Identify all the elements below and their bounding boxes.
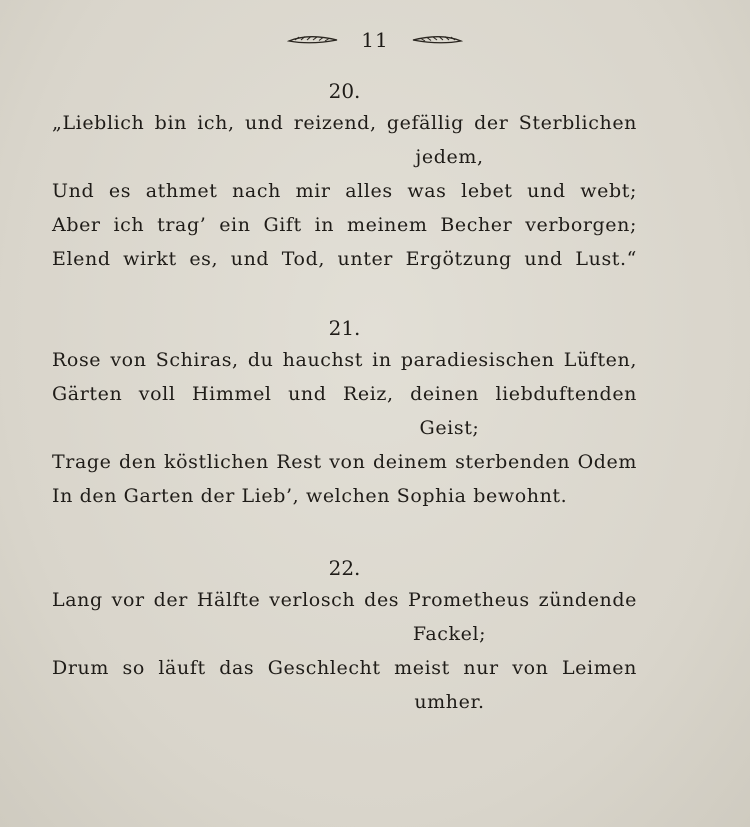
verse-line: In den Garten der Lieb’, welchen Sophia bewohnt.	[52, 485, 568, 507]
verse-line: Trage den köstlichen Rest von deinem sterbenden Odem	[52, 451, 637, 473]
poem-21	[52, 313, 637, 513]
verse-line: Lang vor der Hälfte verlosch des Prometheus zündende	[52, 589, 637, 611]
page-number: 11	[361, 28, 389, 52]
verse-line-continuation: jedem,	[415, 146, 484, 168]
verse-line-continuation: umher.	[414, 691, 485, 713]
feather-ornament-icon	[287, 34, 339, 46]
verse-line: Rose von Schiras, du hauchst in paradiesischen Lüften,	[52, 349, 637, 371]
poem-number: 22.	[328, 556, 361, 580]
verse-line-continuation: Fackel;	[412, 623, 487, 645]
verse-line: Aber ich trag’ ein Gift in meinem Becher verborgen;	[52, 214, 637, 236]
poem-number: 21.	[328, 316, 361, 340]
feather-ornament-icon	[411, 34, 463, 46]
verse-line-continuation: Geist;	[419, 417, 480, 439]
poem-number: 20.	[328, 79, 361, 103]
verse-line: Elend wirkt es, und Tod, unter Ergötzung und Lust.“	[52, 248, 637, 270]
verse-line: Und es athmet nach mir alles was lebet und webt;	[52, 180, 637, 202]
verse-line: „Lieblich bin ich, und reizend, gefällig der Sterblichen	[52, 112, 637, 134]
page-header	[0, 28, 750, 52]
verse-line: Gärten voll Himmel und Reiz, deinen liebduftenden	[52, 383, 637, 405]
poem-22	[52, 553, 637, 719]
verse-line: Drum so läuft das Geschlecht meist nur von Leimen	[52, 657, 637, 679]
poem-20	[52, 76, 637, 276]
